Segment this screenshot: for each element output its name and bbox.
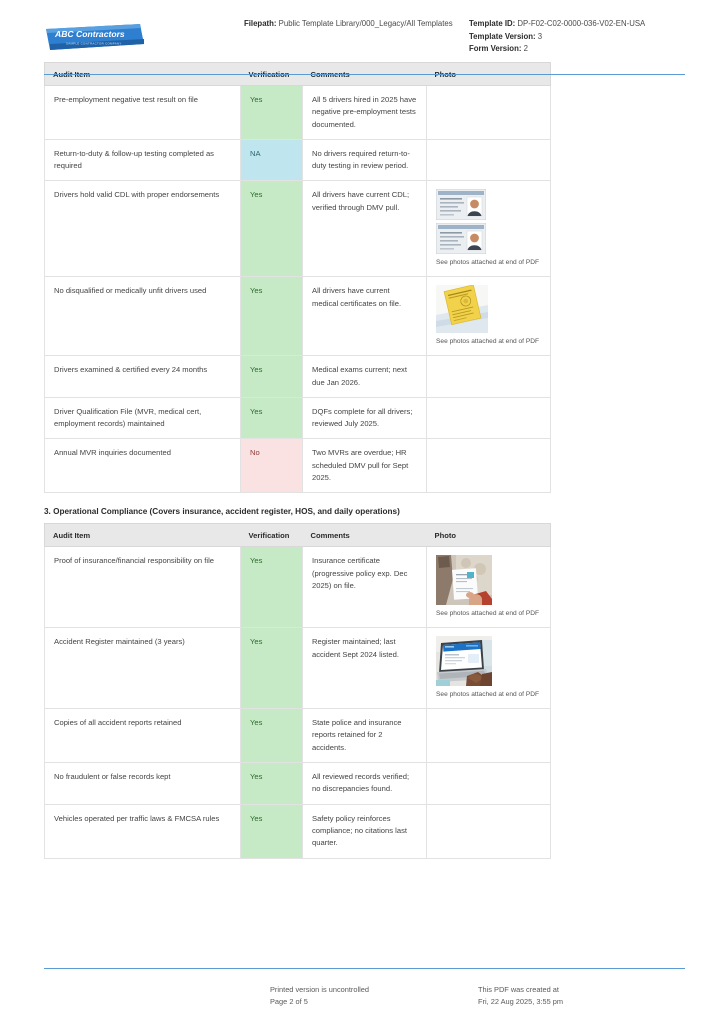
abc-contractors-logo bbox=[44, 22, 146, 52]
audit-table-1 bbox=[44, 62, 551, 493]
column-header-audit-item: Audit Item bbox=[45, 524, 241, 547]
filepath-value: Public Template Library/000_Legacy/All Templates bbox=[278, 19, 453, 28]
table-row bbox=[45, 547, 551, 628]
cell-comments: Insurance certificate (progressive policy exp. Dec 2025) on file. bbox=[303, 547, 427, 628]
cell-photo bbox=[427, 277, 551, 356]
audit-table-1-body bbox=[45, 86, 551, 493]
audit-table-2-block bbox=[0, 523, 725, 858]
cell-verification: Yes bbox=[241, 397, 303, 439]
id-card-icon bbox=[436, 223, 486, 254]
template-meta-block bbox=[469, 16, 685, 56]
cell-verification: NA bbox=[241, 139, 303, 181]
audit-table-2-body bbox=[45, 547, 551, 858]
cell-comments: Two MVRs are overdue; HR scheduled DMV pull for Sept 2025. bbox=[303, 439, 427, 493]
filepath-block bbox=[244, 16, 469, 31]
cell-audit-item: Annual MVR inquiries documented bbox=[45, 439, 241, 493]
cell-verification: Yes bbox=[241, 709, 303, 763]
svg-text:SAMPLE CONTRACTOR COMPANY: SAMPLE CONTRACTOR COMPANY bbox=[66, 41, 122, 46]
template-version-value: 3 bbox=[537, 31, 543, 41]
page-header bbox=[0, 0, 725, 62]
photo-caption: See photos attached at end of PDF bbox=[436, 259, 540, 267]
created-timestamp: Fri, 22 Aug 2025, 3:55 pm bbox=[478, 997, 564, 1007]
cell-audit-item: Copies of all accident reports retained bbox=[45, 709, 241, 763]
template-id-label: Template ID: bbox=[469, 19, 516, 28]
cell-audit-item: Proof of insurance/financial responsibility on file bbox=[45, 547, 241, 628]
filepath-label: Filepath: bbox=[244, 19, 277, 28]
photo-caption: See photos attached at end of PDF bbox=[436, 338, 540, 346]
header-divider bbox=[44, 74, 685, 75]
cell-audit-item: Driver Qualification File (MVR, medical cert, employment records) maintained bbox=[45, 397, 241, 439]
cell-photo bbox=[427, 547, 551, 628]
column-header-verification: Verification bbox=[241, 524, 303, 547]
cell-audit-item: Drivers hold valid CDL with proper endorsements bbox=[45, 181, 241, 277]
table-row bbox=[45, 804, 551, 858]
cell-comments: Medical exams current; next due Jan 2026. bbox=[303, 356, 427, 398]
cell-verification: Yes bbox=[241, 181, 303, 277]
cell-verification: No bbox=[241, 439, 303, 493]
cell-audit-item: Pre-employment negative test result on file bbox=[45, 86, 241, 140]
table-row bbox=[45, 277, 551, 356]
table-row bbox=[45, 709, 551, 763]
cell-photo bbox=[427, 804, 551, 858]
template-version-label: Template Version: bbox=[469, 31, 536, 41]
cell-comments: State police and insurance reports retained for 2 accidents. bbox=[303, 709, 427, 763]
template-version-row bbox=[469, 31, 685, 44]
cell-audit-item: Accident Register maintained (3 years) bbox=[45, 628, 241, 709]
logo-container bbox=[44, 16, 244, 52]
table-row bbox=[45, 763, 551, 805]
laptop-typing-photo bbox=[436, 636, 492, 686]
cell-photo bbox=[427, 763, 551, 805]
cell-comments: All reviewed records verified; no discrepancies found. bbox=[303, 763, 427, 805]
cell-comments: All drivers have current CDL; verified through DMV pull. bbox=[303, 181, 427, 277]
table-row bbox=[45, 439, 551, 493]
form-version-value: 2 bbox=[523, 44, 528, 54]
id-card-icon bbox=[436, 189, 486, 220]
column-header-comments: Comments bbox=[303, 524, 427, 547]
photo-caption: See photos attached at end of PDF bbox=[436, 610, 540, 618]
cell-audit-item: Drivers examined & certified every 24 months bbox=[45, 356, 241, 398]
uncontrolled-note: Printed version is uncontrolled bbox=[270, 985, 370, 995]
cell-comments: Safety policy reinforces compliance; no citations last quarter. bbox=[303, 804, 427, 858]
person-holding-document-photo bbox=[436, 555, 492, 605]
form-version-label: Form Version: bbox=[469, 44, 522, 54]
cell-verification: Yes bbox=[241, 763, 303, 805]
cell-audit-item: Return-to-duty & follow-up testing completed as required bbox=[45, 139, 241, 181]
table-row bbox=[45, 397, 551, 439]
cell-comments: No drivers required return-to-duty testing in review period. bbox=[303, 139, 427, 181]
cell-comments: DQFs complete for all drivers; reviewed July 2025. bbox=[303, 397, 427, 439]
table-header-row bbox=[45, 524, 551, 547]
created-label: This PDF was created at bbox=[478, 985, 559, 995]
cell-photo bbox=[427, 356, 551, 398]
form-version-row bbox=[469, 43, 685, 56]
svg-text:ABC Contractors: ABC Contractors bbox=[55, 29, 125, 39]
audit-table-2 bbox=[44, 523, 551, 858]
medical-certificate-photo bbox=[436, 285, 488, 333]
cell-verification: Yes bbox=[241, 628, 303, 709]
table-row bbox=[45, 86, 551, 140]
cell-photo bbox=[427, 439, 551, 493]
cell-photo bbox=[427, 86, 551, 140]
table-row bbox=[45, 139, 551, 181]
photo-caption: See photos attached at end of PDF bbox=[436, 691, 540, 699]
cell-verification: Yes bbox=[241, 804, 303, 858]
footer-spacer bbox=[44, 984, 270, 1008]
cell-comments: All 5 drivers hired in 2025 have negative pre-employment tests documented. bbox=[303, 86, 427, 140]
cell-verification: Yes bbox=[241, 356, 303, 398]
page-number: Page 2 of 5 bbox=[270, 997, 308, 1007]
page-footer bbox=[44, 984, 685, 1008]
column-header-photo: Photo bbox=[427, 524, 551, 547]
template-id-row bbox=[469, 18, 685, 31]
cell-photo bbox=[427, 709, 551, 763]
audit-table-1-block bbox=[0, 62, 725, 493]
footer-created-info bbox=[478, 984, 685, 1008]
cell-comments: Register maintained; last accident Sept 2024 listed. bbox=[303, 628, 427, 709]
section-2-title: 3. Operational Compliance (Covers insurance, accident register, HOS, and daily operations) bbox=[44, 507, 400, 517]
cell-audit-item: No disqualified or medically unfit drivers used bbox=[45, 277, 241, 356]
cell-audit-item: Vehicles operated per traffic laws & FMCSA rules bbox=[45, 804, 241, 858]
cell-verification: Yes bbox=[241, 547, 303, 628]
footer-print-info bbox=[270, 984, 478, 1008]
cell-photo bbox=[427, 181, 551, 277]
logo-icon bbox=[44, 22, 146, 52]
table-row bbox=[45, 356, 551, 398]
cell-photo bbox=[427, 397, 551, 439]
cell-verification: Yes bbox=[241, 86, 303, 140]
cell-audit-item: No fraudulent or false records kept bbox=[45, 763, 241, 805]
cell-photo bbox=[427, 628, 551, 709]
cell-verification: Yes bbox=[241, 277, 303, 356]
cell-photo bbox=[427, 139, 551, 181]
template-id-value: DP-F02-C02-0000-036-V02-EN-USA bbox=[517, 19, 646, 28]
cell-comments: All drivers have current medical certificates on file. bbox=[303, 277, 427, 356]
table-row bbox=[45, 628, 551, 709]
table-row bbox=[45, 181, 551, 277]
footer-divider bbox=[44, 968, 685, 969]
